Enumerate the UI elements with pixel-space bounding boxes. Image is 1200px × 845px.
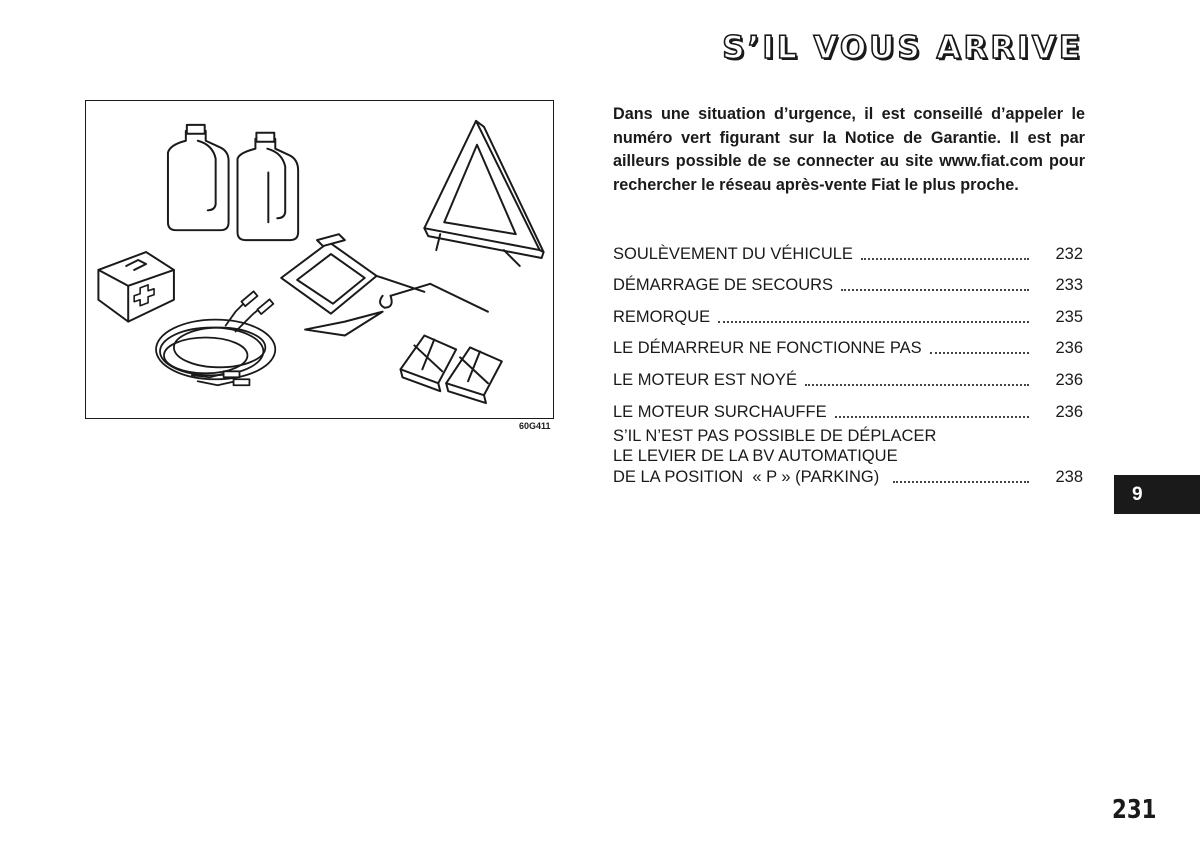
toc-entry[interactable] — [613, 264, 1083, 296]
toc-entry-title: REMORQUE — [613, 307, 711, 326]
toc-entry-page: 236 — [1055, 339, 1083, 358]
jumper-cables-icon — [156, 291, 275, 385]
toc-entry[interactable] — [613, 390, 1083, 422]
toc-entry-title-line: S’IL N’EST PAS POSSIBLE DE DÉPLACER — [613, 426, 937, 445]
toc-entry-page: 235 — [1055, 307, 1083, 326]
toc-entry[interactable] — [613, 232, 1083, 264]
dot-leader — [841, 289, 1029, 291]
canister-icon — [168, 125, 298, 240]
first-aid-kit-icon — [98, 252, 174, 322]
toc-entry-page: 236 — [1055, 402, 1083, 421]
toc-entry[interactable] — [613, 295, 1083, 327]
car-jack-icon — [281, 234, 488, 335]
toc-entry[interactable] — [613, 327, 1083, 359]
toc-entry-title-line: DE LA POSITION « P » (PARKING) — [613, 467, 880, 486]
table-of-contents — [613, 232, 1083, 487]
toc-entry-title: SOULÈVEMENT DU VÉHICULE — [613, 244, 853, 263]
figure-code: 60G411 — [519, 421, 551, 431]
dot-leader — [718, 321, 1029, 323]
toc-entry[interactable] — [613, 358, 1083, 390]
toc-entry-title: LE DÉMARREUR NE FONCTIONNE PAS — [613, 339, 922, 358]
warning-triangle-icon — [424, 121, 543, 266]
intro-paragraph: Dans une situation d’urgence, il est conseillé d’appeler le numéro vert figurant sur la Notice de Garantie. Il est par ailleurs possible de se connecter au site www.fiat.com pour rechercher le réseau après-vente Fiat le plus proche. — [613, 105, 1085, 194]
page-title: S’IL VOUS ARRIVE — [722, 30, 1083, 66]
emergency-kit-illustration — [85, 100, 554, 419]
dot-leader — [893, 481, 1029, 483]
toc-entry-title-line: LE LEVIER DE LA BV AUTOMATIQUE — [613, 447, 898, 466]
toc-entry-page: 232 — [1055, 244, 1083, 263]
chapter-tab: 9 — [1114, 475, 1200, 514]
dot-leader — [805, 384, 1029, 386]
toc-entry-page: 233 — [1055, 276, 1083, 295]
toc-entry-page: 236 — [1055, 370, 1083, 389]
wheel-chocks-icon — [400, 336, 501, 404]
dot-leader — [835, 416, 1029, 418]
dot-leader — [861, 258, 1029, 260]
toc-entry-multiline[interactable] — [613, 426, 1083, 488]
toc-entry-title: LE MOTEUR SURCHAUFFE — [613, 402, 827, 421]
toc-entry-title: LE MOTEUR EST NOYÉ — [613, 370, 797, 389]
page-number: 231 — [1112, 795, 1157, 825]
toc-entry-page: 238 — [1055, 467, 1083, 486]
toc-entry-title: DÉMARRAGE DE SECOURS — [613, 276, 834, 295]
dot-leader — [930, 352, 1029, 354]
